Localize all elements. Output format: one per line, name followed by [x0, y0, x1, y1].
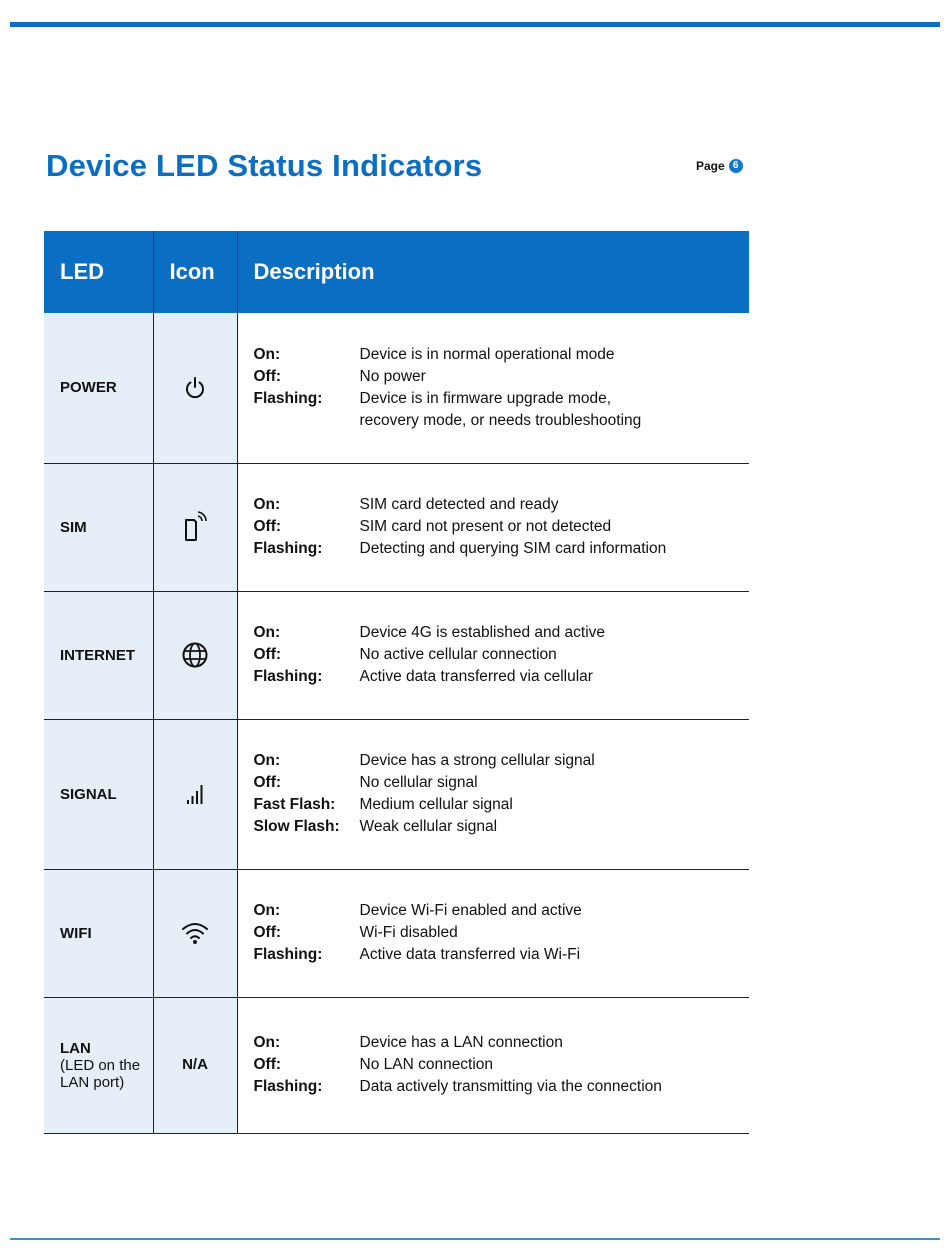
- state-line: [254, 366, 750, 388]
- state-description: Medium cellular signal: [359, 796, 513, 813]
- led-status-table: [44, 231, 749, 1134]
- state-line: [254, 1054, 750, 1076]
- globe-icon: [154, 641, 237, 669]
- table-row: [44, 313, 749, 463]
- led-icon-cell: [153, 869, 237, 997]
- state-key: [254, 410, 360, 432]
- state-line: [254, 666, 750, 688]
- led-name: WIFI: [60, 924, 92, 942]
- led-icon-cell: [153, 313, 237, 463]
- state-description: SIM card not present or not detected: [359, 518, 612, 535]
- state-key: On:: [253, 902, 281, 919]
- power-icon: [154, 375, 237, 401]
- state-key: On:: [253, 752, 281, 769]
- state-key: Flashing:: [253, 389, 323, 407]
- led-description-cell: [237, 869, 749, 997]
- state-line: [254, 388, 750, 410]
- state-key: On:: [253, 496, 281, 513]
- state-key: Off:: [253, 518, 282, 535]
- table-row: [44, 997, 749, 1133]
- led-name: LAN: [60, 1039, 91, 1057]
- state-line: [254, 1076, 750, 1098]
- state-description: No power: [359, 367, 426, 385]
- state-key: Off:: [253, 774, 282, 791]
- state-key: Flashing:: [253, 668, 323, 685]
- state-line: [254, 494, 750, 516]
- state-description: Active data transferred via Wi-Fi: [359, 946, 581, 963]
- led-name-cell: [44, 313, 153, 463]
- state-key: Flashing:: [253, 946, 323, 963]
- state-key: Slow Flash:: [253, 818, 340, 835]
- state-line: [254, 816, 750, 838]
- led-name-cell: [44, 869, 153, 997]
- state-description: Device is in firmware upgrade mode,: [359, 389, 612, 407]
- state-line: [254, 410, 750, 432]
- table-row: [44, 591, 749, 719]
- state-description: Active data transferred via cellular: [359, 668, 593, 685]
- sim-icon: [154, 510, 237, 544]
- table-row: [44, 869, 749, 997]
- header-icon: Icon: [153, 231, 237, 313]
- state-line: [254, 750, 750, 772]
- led-name-cell: [44, 591, 153, 719]
- state-line: [254, 900, 750, 922]
- state-description: No cellular signal: [359, 774, 478, 791]
- led-description-cell: [237, 997, 749, 1133]
- state-line: [254, 1032, 750, 1054]
- led-name: SIM: [60, 518, 87, 536]
- led-icon-cell: [153, 463, 237, 591]
- state-key: On:: [253, 624, 281, 641]
- led-description-cell: [237, 313, 749, 463]
- state-key: Flashing:: [253, 540, 323, 557]
- state-line: [254, 772, 750, 794]
- led-description-cell: [237, 463, 749, 591]
- led-name: SIGNAL: [60, 785, 117, 803]
- table-body: [44, 313, 749, 1133]
- state-description: Device has a LAN connection: [359, 1034, 563, 1051]
- bottom-rule: [10, 1238, 940, 1240]
- table-row: [44, 463, 749, 591]
- led-icon-cell: [153, 997, 237, 1133]
- state-description: Weak cellular signal: [359, 818, 498, 835]
- state-line: [254, 944, 750, 966]
- state-description: Device Wi-Fi enabled and active: [359, 902, 582, 919]
- state-key: Off:: [253, 924, 282, 941]
- state-line: [254, 344, 750, 366]
- state-description: Device is in normal operational mode: [359, 345, 615, 363]
- icon-not-applicable: N/A: [182, 1056, 208, 1073]
- state-description: recovery mode, or needs troubleshooting: [359, 411, 642, 429]
- state-line: [254, 516, 750, 538]
- state-line: [254, 622, 750, 644]
- state-description: Device has a strong cellular signal: [359, 752, 595, 769]
- signal-bars-icon: [154, 782, 237, 806]
- state-key: Fast Flash:: [253, 796, 336, 813]
- led-name: POWER: [60, 379, 117, 397]
- led-icon-cell: [153, 719, 237, 869]
- wifi-icon: [154, 920, 237, 946]
- state-line: [254, 538, 750, 560]
- header-description: Description: [237, 231, 749, 313]
- state-description: No LAN connection: [359, 1056, 494, 1073]
- page-number-badge: 6: [729, 159, 743, 173]
- state-description: Data actively transmitting via the connection: [359, 1078, 662, 1095]
- led-name-cell: [44, 719, 153, 869]
- state-key: Off:: [253, 1056, 282, 1073]
- table-header-row: [44, 231, 749, 313]
- page-title: Device LED Status Indicators: [46, 148, 483, 183]
- top-rule: [10, 22, 940, 27]
- led-icon-cell: [153, 591, 237, 719]
- led-description-cell: [237, 719, 749, 869]
- state-key: On:: [253, 1034, 281, 1051]
- state-description: No active cellular connection: [359, 646, 557, 663]
- table-row: [44, 719, 749, 869]
- led-name-cell: [44, 997, 153, 1133]
- state-key: Off:: [253, 646, 282, 663]
- state-key: On:: [253, 345, 281, 363]
- header-led: LED: [44, 231, 153, 313]
- state-key: Off:: [253, 367, 282, 385]
- page-indicator: [696, 159, 743, 173]
- led-note: (LED on the LAN port): [60, 1056, 141, 1091]
- state-description: Detecting and querying SIM card information: [359, 540, 667, 557]
- state-line: [254, 922, 750, 944]
- state-key: Flashing:: [253, 1078, 323, 1095]
- state-description: Device 4G is established and active: [359, 624, 606, 641]
- state-description: Wi-Fi disabled: [359, 924, 458, 941]
- led-description-cell: [237, 591, 749, 719]
- page-label: Page: [696, 159, 725, 173]
- led-name: INTERNET: [60, 646, 135, 664]
- state-description: SIM card detected and ready: [359, 496, 559, 513]
- state-line: [254, 644, 750, 666]
- state-line: [254, 794, 750, 816]
- led-name-cell: [44, 463, 153, 591]
